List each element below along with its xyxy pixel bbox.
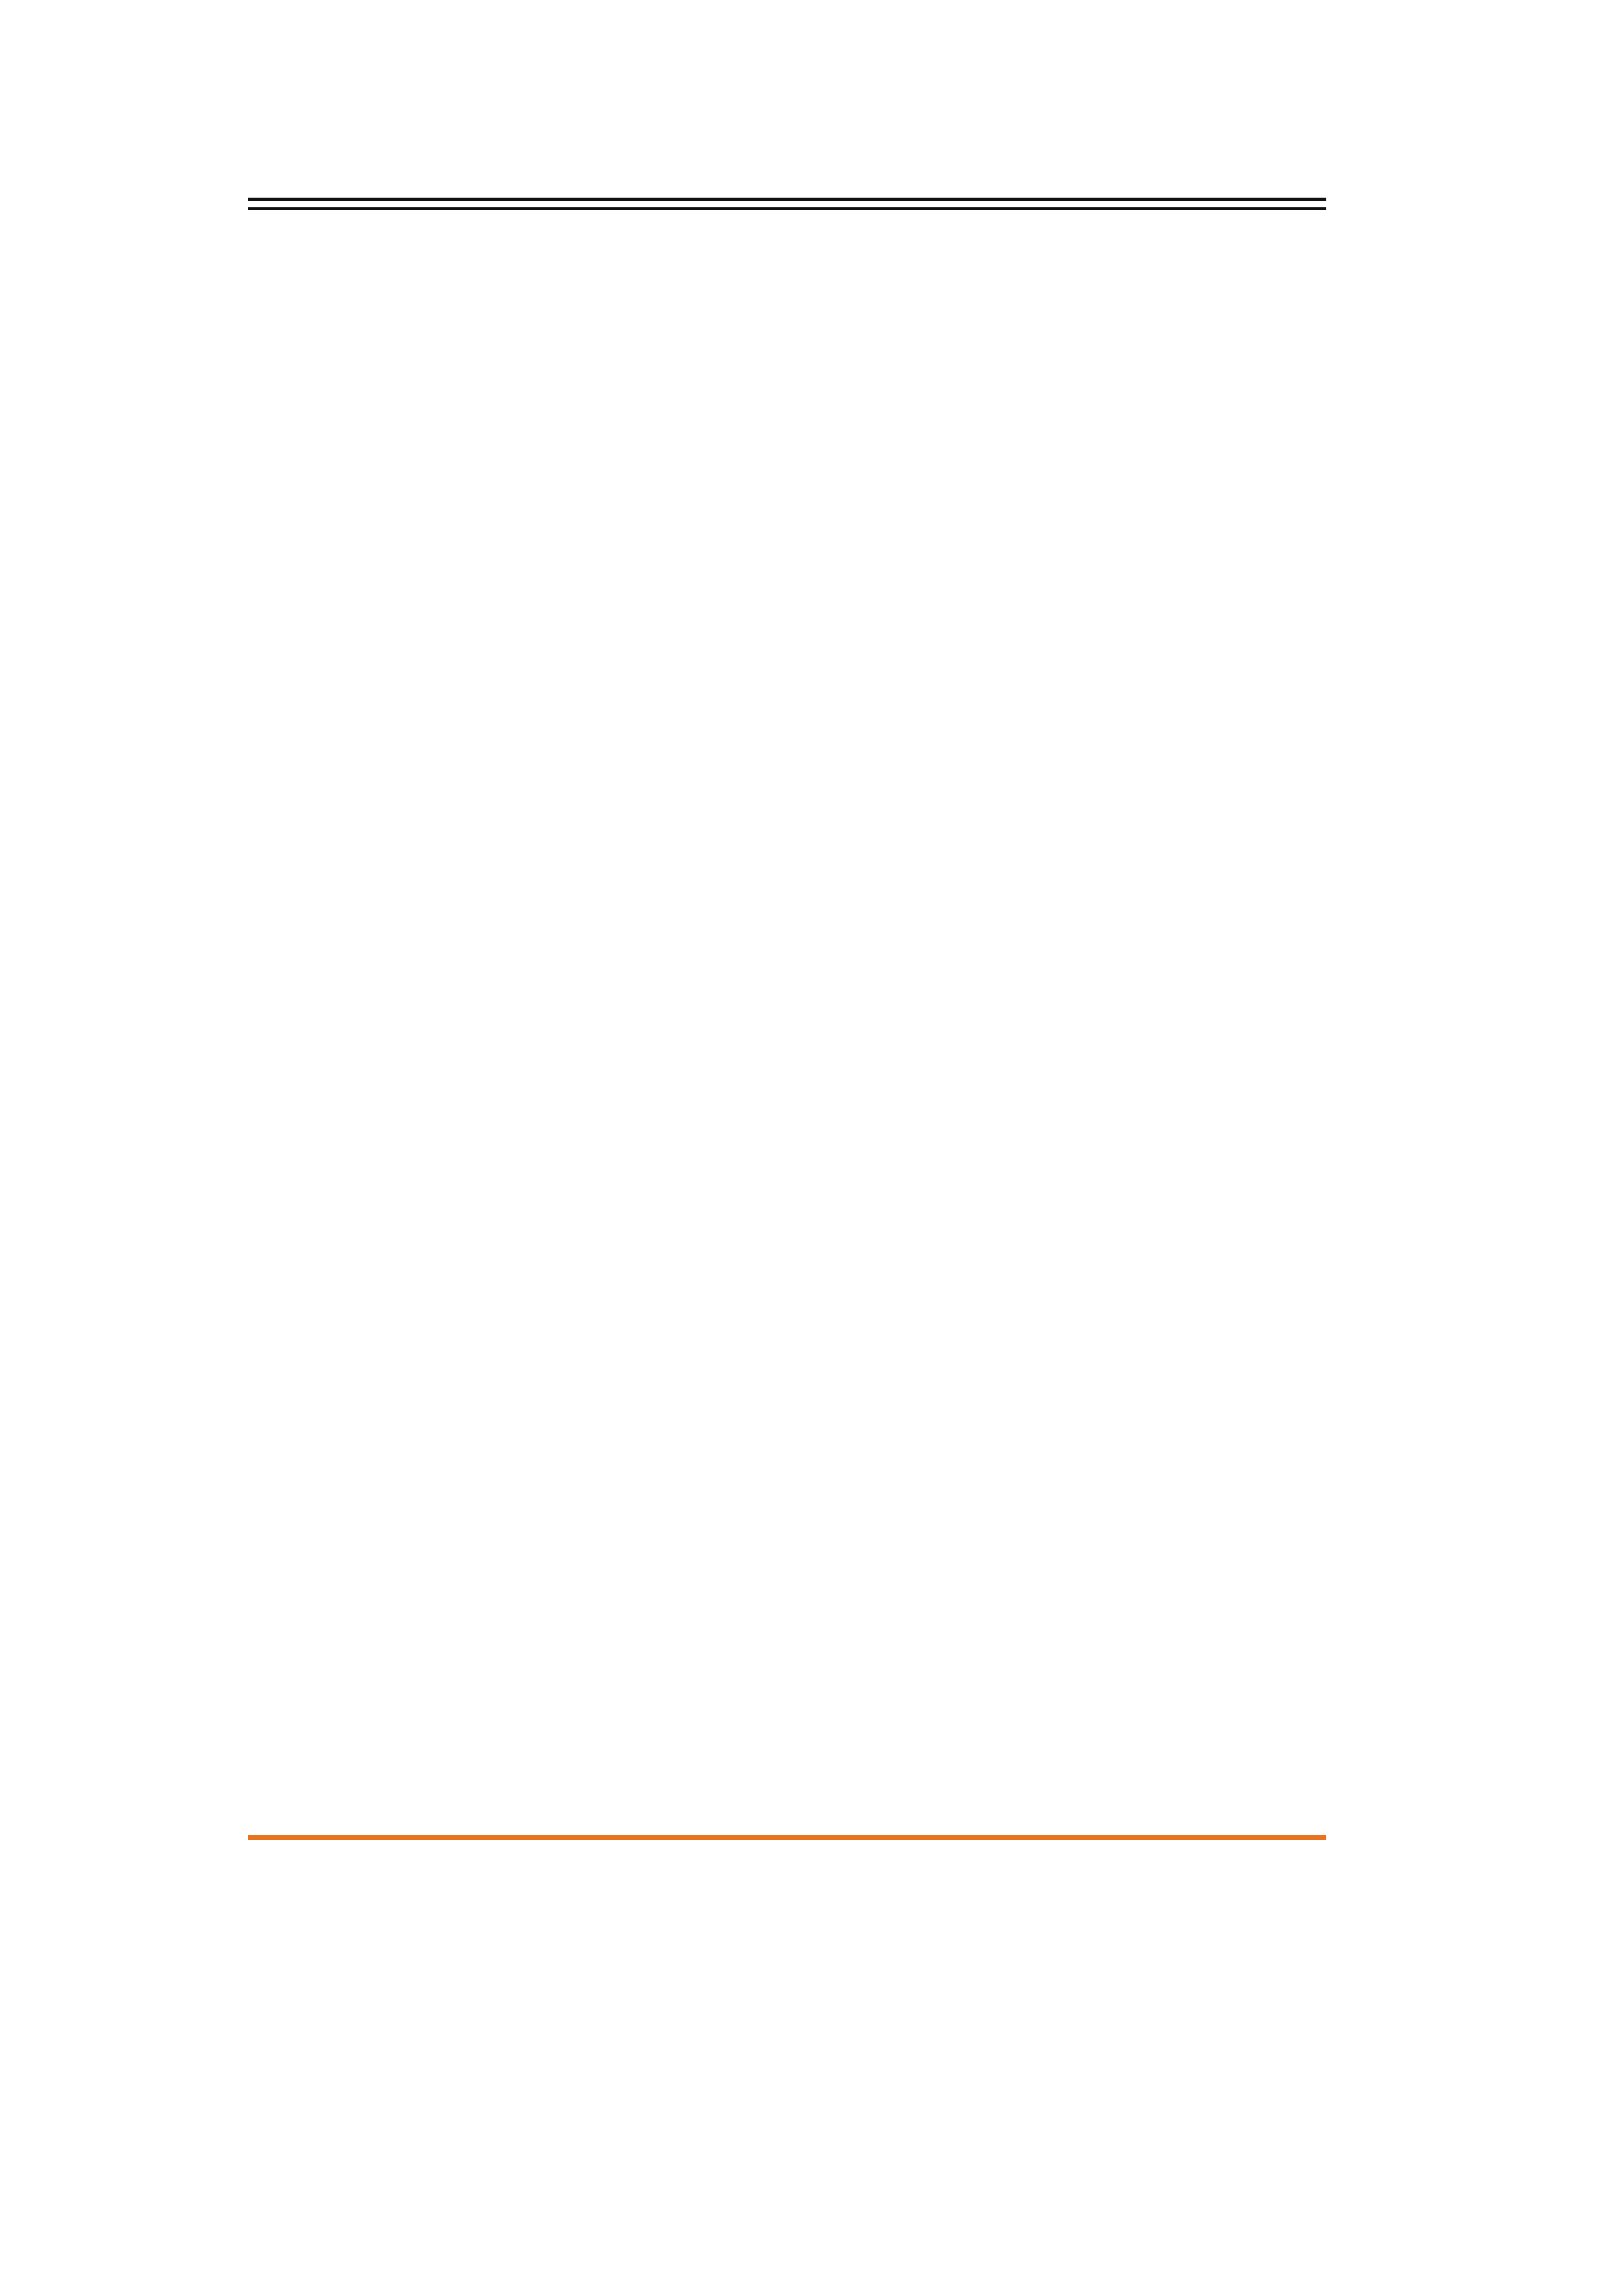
header-rule [248,198,1326,201]
section-rule [248,1835,1326,1840]
header-rule [248,207,1326,210]
